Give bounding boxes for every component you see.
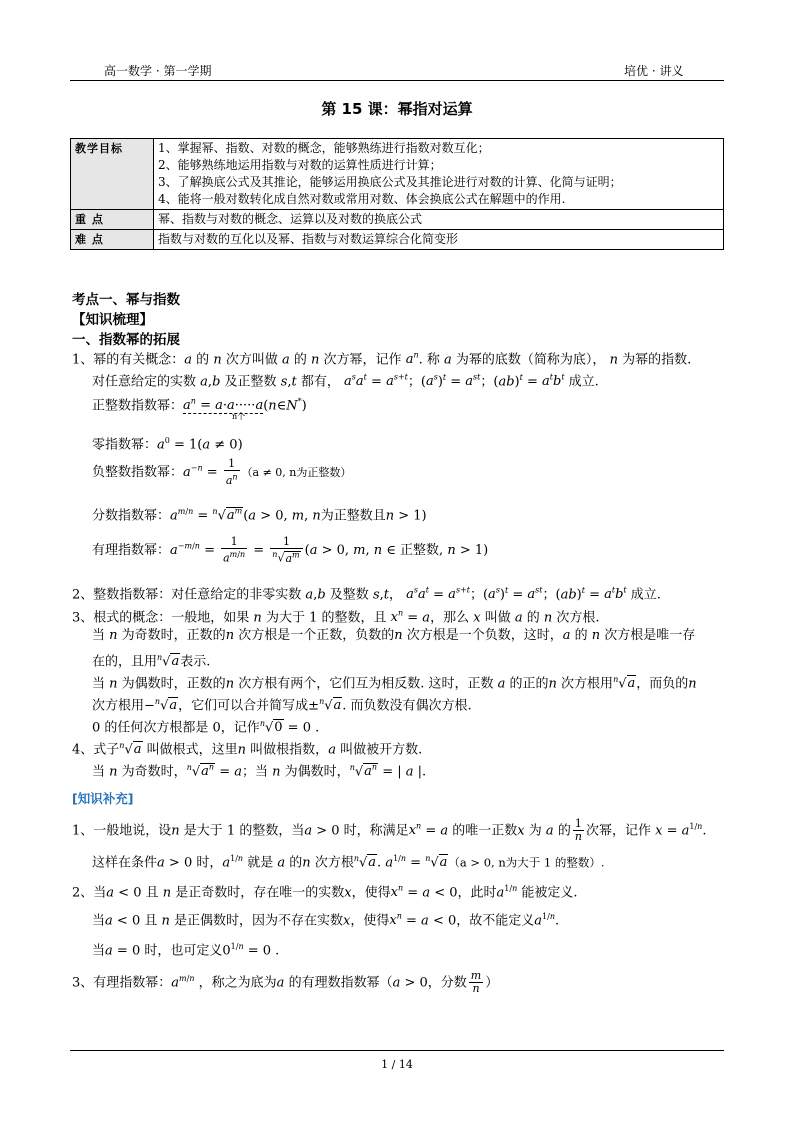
def-positive: 正整数指数幂：$a^n$ = a·a·····a(n∈N*)	[92, 397, 307, 414]
p4-line2: 当 n 为奇数时，$^n√a^n = a$；当 n 为偶数时，$^n√a^n$ = | a |.	[92, 763, 427, 780]
def-negative: 负整数指数幂：$a^{-n}$ = $\frac{1}{a^n}$ （a ≠ 0, n为正整数）	[92, 457, 352, 487]
s1-line1: 1、一般地说，设n 是大于 1 的整数，当a > 0 时，称满足$x^n = a$ 的唯一正数x 为 a 的 $\frac{1}{n}$ 次幂，记作 $x = a^{1/n}$.	[72, 817, 707, 844]
p3-line1: 3、根式的概念：一般地，如果 n 为大于 1 的整数，且 $x^n = a$，那么 x 叫做 a 的 n 次方根.	[72, 609, 600, 626]
s2-line1: 2、当a < 0 且 n 是正奇数时，存在唯一的实数x，使得$x^n = a < 0$，此时$a^{1/n}$ 能被定义.	[72, 884, 578, 901]
def-fraction: 分数指数幂：$a^{m/n} = ^n√a^m(a > 0$, m, n为正整数且n > 1)	[92, 507, 427, 524]
page-title: 第 15 课：幂指对运算	[321, 100, 473, 118]
section-sub1: 一、指数幂的拓展	[72, 332, 180, 348]
header-rule	[70, 80, 724, 81]
keypoint-label: 重 点	[71, 210, 154, 230]
section-supplement: [知识补充]	[72, 791, 134, 806]
p2-line: 2、整数指数幂：对任意给定的非零实数 a,b 及整数 s,t， $a^sa^t = a^{s+t}$；$(a^s)^t = a^{st}$；$(ab)^t = a^tb^t$ 成立.	[72, 586, 661, 603]
p3-line5: 次方根用−$^n$√a，它们可以合并简写成±$^n$√a. 而负数没有偶次方根.	[92, 697, 472, 714]
s3-line: 3、有理指数幂：$a^{m/n}$ ，称之为底为a 的有理数指数幂（a > 0，分数 $\frac{m}{n}$ ）	[72, 969, 499, 996]
p3-line6: 0 的任何次方根都是 0，记作$^n$√0 = 0 .	[92, 719, 320, 736]
s2-line3: 当a = 0 时，也可定义$0^{1/n} = 0$ .	[92, 942, 280, 959]
def-rational: 有理指数幂：$a^{-m/n}$ = $\frac{1}{a^{m/n}}$ = $\frac{1}{^n√a^m}$ (a > 0, m, n ∈ 正整数, n > 1)	[92, 535, 489, 565]
page-number: 1 / 14	[381, 1058, 413, 1071]
p1-line1: 1、幂的有关概念：a 的 n 次方叫做 a 的 n 次方幂，记作 $a^n$. 称 a 为幂的底数（简称为底）， n 为幂的指数.	[72, 351, 692, 368]
goal-item: 3、了解换底公式及其推论，能够运用换底公式及其推论进行对数的计算、化简与证明；	[158, 175, 622, 189]
section-zhishi: 【知识梳理】	[72, 312, 153, 328]
goal-item: 2、能够熟练地运用指数与对数的运算性质进行计算；	[158, 158, 442, 172]
def-zero: 零指数幂：$a^0 = 1(a \ne 0)$	[92, 436, 243, 453]
p3-line4: 当 n 为偶数时，正数的n 次方根有两个，它们互为相反数. 这时，正数 a 的正的n 次方根用$^n$√a，而负的n	[92, 675, 697, 692]
s1-line2: 这样在条件a > 0 时，$a^{1/n}$ 就是 a 的n 次方根$^n$√a. $a^{1/n} = ^n√a(a > 0$, n为大于 1 的整数）.	[92, 854, 605, 871]
keypoint-text: 幂、指数与对数的概念、运算以及对数的换底公式	[154, 210, 724, 230]
goal-item: 4、能将一般对数转化成自然对数或常用对数、体会换底公式在解题中的作用.	[158, 192, 566, 206]
p1-line2: 对任意给定的实数 a,b 及正整数 s,t 都有， $a^sa^t = a^{s+t}$；$(a^s)^t = a^{st}$；$(ab)^t = a^tb^t$ 成立.	[92, 373, 599, 390]
goals-table	[70, 138, 724, 250]
footer-rule	[70, 1050, 724, 1051]
goals-items	[154, 139, 724, 210]
p3-line2: 当 n 为奇数时，正数的n 次方根是一个正数，负数的n 次方根是一个负数，这时，a 的 n 次方根是唯一存	[92, 628, 696, 643]
section-kaodian: 考点一、幂与指数	[72, 292, 180, 308]
p3-line3: 在的，且用$^n$√a表示.	[92, 653, 211, 670]
header-right: 培优 · 讲义	[624, 64, 684, 78]
n-count-label: n个	[232, 412, 246, 421]
p4-line1: 4、式子$^n$√a 叫做根式，这里n 叫做根指数，a 叫做被开方数.	[72, 741, 423, 758]
s2-line2: 当a < 0 且 n 是正偶数时，因为不存在实数x，使得$x^n = a < 0$，故不能定义$a^{1/n}$.	[92, 912, 560, 929]
difficulty-text: 指数与对数的互化以及幂、指数与对数运算综合化简变形	[154, 230, 724, 250]
goal-item: 1、掌握幂、指数、对数的概念，能够熟练进行指数对数互化；	[158, 141, 490, 155]
goals-label: 教学目标	[71, 139, 154, 210]
header-left: 高一数学 · 第一学期	[104, 64, 212, 78]
difficulty-label: 难 点	[71, 230, 154, 250]
